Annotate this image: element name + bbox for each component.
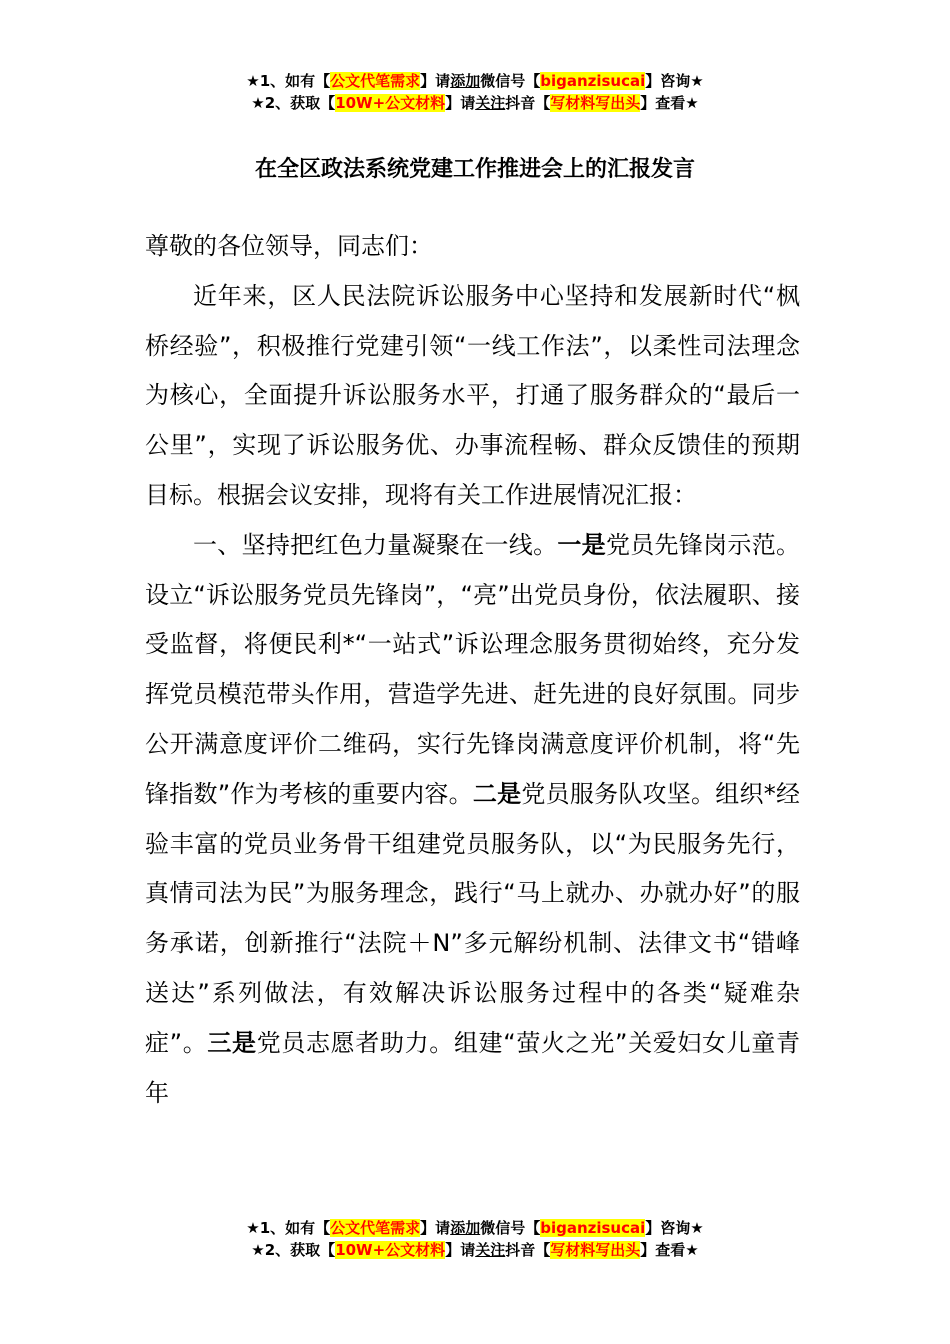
footer-line-2-underline: 关注	[475, 1241, 506, 1259]
banner-line-2-prefix: ★2、获取【	[251, 94, 336, 112]
footer-line-1-suffix: 】咨询★	[645, 1219, 704, 1237]
footer-banner	[0, 1217, 950, 1261]
banner-line-2-underline: 关注	[475, 94, 506, 112]
banner-line-2-mid1: 】请	[445, 94, 476, 112]
point-1-text: 党员先锋岗示范。设立“诉讼服务党员先锋岗”，“亮”出党员身份，依法履职、接受监督，将便民利*“一站式”诉讼理念服务贯彻始终，充分发挥党员模范带头作用，营造学先进、赶先进的良好氛围。同步公开满意度评价二维码，实行先锋岗满意度评价机制，将“先锋指数”作为考核的重要内容。	[145, 530, 801, 808]
banner-line-1-suffix: 】咨询★	[645, 72, 704, 90]
point-1-label: 一是	[557, 530, 606, 559]
document-title: 在全区政法系统党建工作推进会上的汇报发言	[254, 157, 695, 182]
footer-line-1-mid1: 】请	[420, 1219, 451, 1237]
point-3-label: 三是	[207, 1028, 257, 1057]
footer-highlight-materials: 10W+公文材料	[335, 1241, 446, 1259]
point-3-text: 党员志愿者助力。组建“萤火之光”关爱妇女儿童青年	[145, 1028, 800, 1107]
banner-highlight-ghostwriting: 公文代笔需求	[330, 72, 421, 90]
footer-highlight-douyin: 写材料写出头	[550, 1241, 641, 1259]
footer-line-2-mid1: 】请	[445, 1241, 476, 1259]
banner-line-2-mid2: 抖音【	[505, 94, 551, 112]
footer-banner-line-2	[0, 1239, 950, 1261]
banner-highlight-douyin: 写材料写出头	[550, 94, 641, 112]
salutation: 尊敬的各位领导，同志们：	[145, 232, 433, 260]
banner-highlight-wechat-id: biganzisucai	[540, 72, 646, 90]
point-2-text: 党员服务队攻坚。组织*经验丰富的党员业务骨干组建党员服务队，以“为民服务先行，真情司法为民”为服务理念，践行“马上就办、办就办好”的服务承诺，创新推行“法院＋N”多元解纷机制、法律文书“错峰送达”系列做法，有效解决诉讼服务过程中的各类“疑难杂症”。	[145, 779, 801, 1057]
banner-line-2-suffix: 】查看★	[640, 94, 699, 112]
intro-paragraph: 近年来，区人民法院诉讼服务中心坚持和发展新时代“枫桥经验”，积极推行党建引领“一线工作法”，以柔性司法理念为核心，全面提升诉讼服务水平，打通了服务群众的“最后一公里”，实现了诉讼服务优、办事流程畅、群众反馈佳的预期目标。根据会议安排，现将有关工作进展情况汇报：	[145, 281, 800, 509]
footer-banner-line-1	[0, 1217, 950, 1239]
banner-line-1-mid2: 微信号【	[480, 72, 541, 90]
banner-line-1-underline: 添加	[450, 72, 481, 90]
banner-highlight-materials: 10W+公文材料	[335, 94, 446, 112]
footer-highlight-wechat-id: biganzisucai	[540, 1219, 646, 1237]
footer-line-2-mid2: 抖音【	[505, 1241, 551, 1259]
footer-highlight-ghostwriting: 公文代笔需求	[330, 1219, 421, 1237]
banner-line-1-prefix: ★1、如有【	[246, 72, 331, 90]
footer-line-1-mid2: 微信号【	[480, 1219, 541, 1237]
banner-line-2	[0, 92, 950, 114]
footer-line-2-prefix: ★2、获取【	[251, 1241, 336, 1259]
section-1-heading: 一、坚持把红色力量凝聚在一线。	[193, 530, 558, 559]
footer-line-1-prefix: ★1、如有【	[246, 1219, 331, 1237]
banner-line-1	[0, 70, 950, 92]
document-body	[145, 222, 800, 1118]
footer-line-2-suffix: 】查看★	[640, 1241, 699, 1259]
header-banner	[0, 70, 950, 114]
banner-line-1-mid1: 】请	[420, 72, 451, 90]
footer-line-1-underline: 添加	[450, 1219, 481, 1237]
section-1-paragraph	[145, 521, 800, 1119]
point-2-label: 二是	[472, 779, 522, 808]
